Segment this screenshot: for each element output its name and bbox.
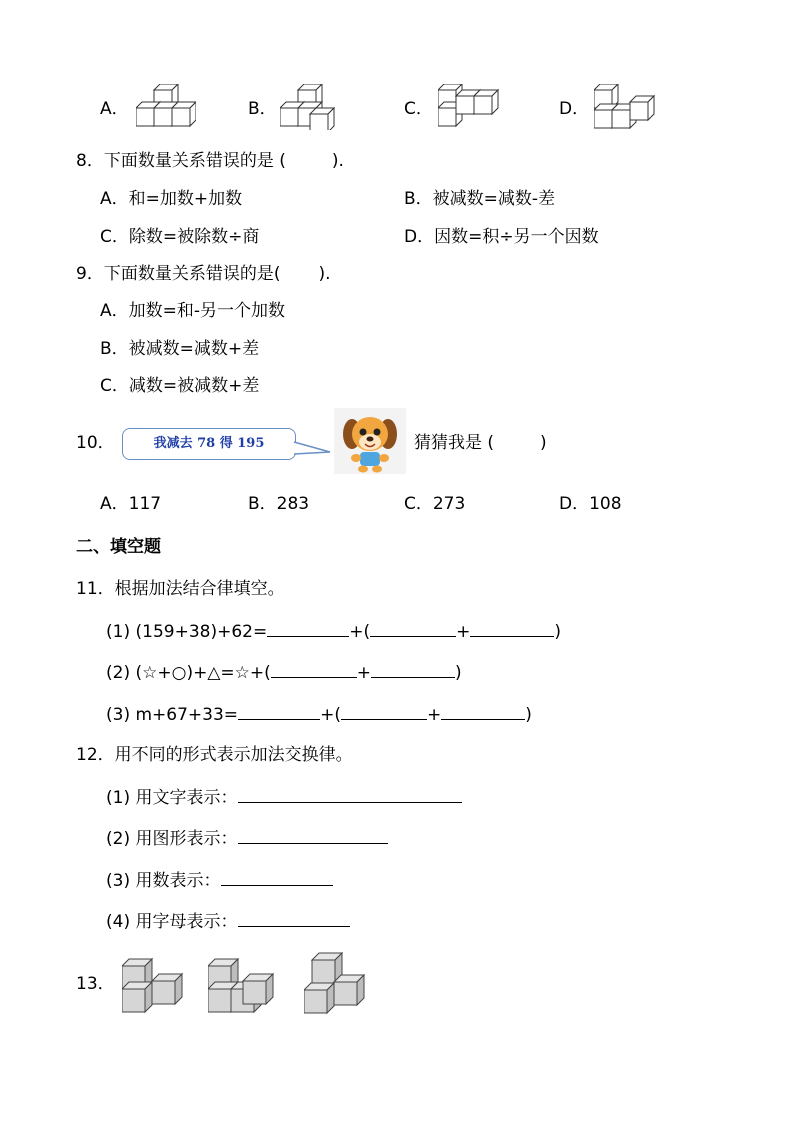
q9-answer-blank[interactable] — [280, 263, 318, 279]
q8-stem — [76, 150, 344, 172]
cube-stack-figure-2 — [208, 956, 276, 1014]
q10-stem — [414, 432, 547, 454]
q8-number: 8． — [76, 151, 104, 171]
q11-sub3-paren-close: ) — [525, 705, 532, 725]
q12-item-1 — [106, 786, 462, 809]
cube-stack-figure-1 — [122, 956, 188, 1014]
q11-sub1-paren-close: ) — [554, 622, 561, 642]
q8-option-b[interactable]: B．被减数=减数-差 — [404, 189, 556, 209]
q10-option-a[interactable]: A．117 — [100, 494, 162, 514]
q11-sub3-label: (3) — [106, 705, 131, 725]
q9-option-b[interactable]: B．被减数=减数+差 — [100, 339, 260, 359]
q10-answer-blank[interactable] — [494, 432, 540, 448]
q11-sub3-blank-2[interactable] — [341, 703, 427, 720]
q11-sub2-label: (2) — [106, 663, 131, 683]
q7-option-a-label: A． — [100, 99, 129, 119]
q7-option-d-label: D． — [559, 99, 590, 119]
q11-sub1-blank-3[interactable] — [470, 620, 554, 637]
q9-option-a[interactable]: A．加数=和-另一个加数 — [100, 301, 286, 321]
q8-answer-blank[interactable] — [286, 150, 332, 166]
q8-option-c[interactable]: C．除数=被除数÷商 — [100, 227, 260, 247]
cube-stack-figure-a — [136, 84, 196, 130]
section-heading: 二、填空题 — [76, 537, 161, 557]
q11-sub1-label: (1) — [106, 622, 131, 642]
q11-sub3-plus2: + — [426, 705, 442, 725]
q11-sub3-paren-open: ( — [334, 705, 341, 725]
q8-option-d[interactable]: D．因数=积÷另一个因数 — [404, 227, 599, 247]
q11-sub2 — [106, 661, 462, 684]
q10-option-b[interactable]: B．283 — [248, 494, 310, 514]
q11-sub3-blank-3[interactable] — [441, 703, 525, 720]
q11-sub3-blank-1[interactable] — [238, 703, 320, 720]
q11-sub2-blank-1[interactable] — [271, 661, 357, 678]
q10-option-d[interactable]: D．108 — [559, 494, 622, 514]
q10-option-c[interactable]: C．273 — [404, 494, 466, 514]
q12-item-3-blank[interactable] — [221, 869, 333, 886]
cube-stack-figure-3 — [304, 950, 370, 1016]
q11-stem — [76, 578, 285, 600]
q12-item-4-text: 用字母表示： — [135, 912, 238, 932]
q11-sub1-plus: + — [349, 622, 364, 642]
q11-number: 11． — [76, 579, 115, 599]
q9-number: 9． — [76, 264, 104, 284]
q12-stem — [76, 744, 353, 766]
q12-item-3-text: 用数表示： — [135, 871, 221, 891]
q11-stem-text: 根据加法结合律填空。 — [114, 579, 285, 599]
q12-item-1-blank[interactable] — [238, 786, 462, 803]
q13-number: 13． — [76, 974, 115, 994]
q11-sub2-expr: (☆+○)+△=☆+( — [135, 663, 271, 683]
speech-bubble-tail — [290, 438, 336, 458]
q11-sub1 — [106, 620, 561, 643]
q11-sub1-plus2: + — [456, 622, 471, 642]
q7-option-b-label: B． — [248, 99, 277, 119]
q12-item-4-blank[interactable] — [238, 910, 350, 927]
puppy-mascot-icon — [334, 408, 406, 474]
q11-sub2-plus: + — [356, 663, 372, 683]
q12-item-2-text: 用图形表示： — [135, 829, 238, 849]
q12-item-1-text: 用文字表示： — [135, 788, 238, 808]
q11-sub3-expr: m+67+33= — [135, 705, 239, 725]
q12-item-3 — [106, 869, 333, 892]
cube-stack-figure-d — [594, 84, 658, 132]
q11-sub1-blank-1[interactable] — [267, 620, 349, 637]
cube-stack-figure-b — [280, 84, 340, 130]
q11-sub1-paren-open: ( — [363, 622, 371, 642]
q10-number: 10． — [76, 433, 115, 453]
q12-stem-text: 用不同的形式表示加法交换律。 — [114, 745, 353, 765]
q7-option-c-label: C． — [404, 99, 433, 119]
q12-item-2-label: (2) — [106, 829, 131, 849]
q11-sub1-expr: (159+38)+62= — [135, 622, 268, 642]
q11-sub2-blank-2[interactable] — [371, 661, 455, 678]
q11-sub1-blank-2[interactable] — [370, 620, 456, 637]
q8-option-a[interactable]: A．和=加数+加数 — [100, 189, 243, 209]
q9-option-c[interactable]: C．减数=被减数+差 — [100, 376, 260, 396]
q10-stem-end: ) — [540, 433, 547, 453]
q12-item-4-label: (4) — [106, 912, 131, 932]
cube-stack-figure-c — [438, 84, 502, 130]
q12-item-3-label: (3) — [106, 871, 131, 891]
q8-stem-text: 下面数量关系错误的是 ( — [103, 151, 286, 171]
q9-stem-end: ). — [318, 264, 331, 284]
q11-sub3-plus: + — [320, 705, 335, 725]
q8-stem-end: ). — [331, 151, 344, 171]
q12-item-1-label: (1) — [106, 788, 131, 808]
q12-item-4 — [106, 910, 350, 933]
q12-item-2 — [106, 827, 388, 850]
q10-stem-text: 猜猜我是 ( — [414, 433, 495, 453]
q12-number: 12． — [76, 745, 115, 765]
speech-bubble: 我减去 78 得 195 — [122, 428, 296, 460]
q9-stem — [76, 263, 331, 285]
q12-item-2-blank[interactable] — [238, 827, 388, 844]
q11-sub2-paren-close: ) — [455, 663, 462, 683]
q11-sub3 — [106, 703, 532, 726]
q9-stem-text: 下面数量关系错误的是( — [103, 264, 281, 284]
